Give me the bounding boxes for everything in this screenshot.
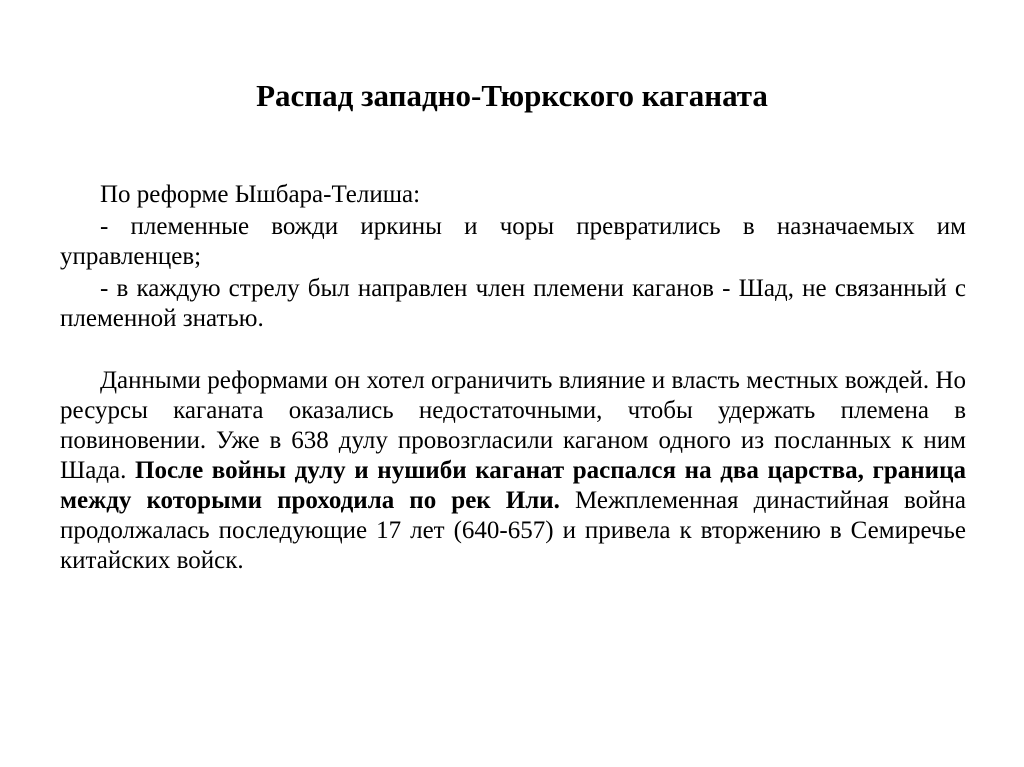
paragraph-reform-point-2: - в каждую стрелу был направлен член племени каганов - Шад, не связанный с племенной знатью.: [60, 275, 966, 332]
paragraph-text-regular-end: Межплеменная династийная война продолжалась последующие 17 лет (640-657) и привела к вторжению в Семиречье китайских войск.: [60, 487, 966, 574]
paragraph-text-bold: После войны дулу и нушиби каганат распался на два царства, граница между которыми проходила по рек Или.: [60, 457, 966, 514]
slide-title: Распад западно-Тюркского каганата: [256, 78, 768, 113]
slide-body: [60, 180, 966, 578]
paragraph-reform-point-1: - племенные вожди иркины и чоры превратились в назначаемых им управленцев;: [60, 213, 966, 270]
paragraph-text-regular: Данными реформами он хотел ограничить влияние и власть местных вождей. Но ресурсы каганата оказались недостаточными, чтобы удержать племена в повиновении. Уже в 638 дулу провозгласили каганом одного из посланных к ним Шада.: [60, 367, 966, 484]
paragraph-reform-intro: По реформе Ышбара-Телиша:: [100, 181, 421, 208]
paragraph-reform-consequences: [60, 366, 966, 576]
